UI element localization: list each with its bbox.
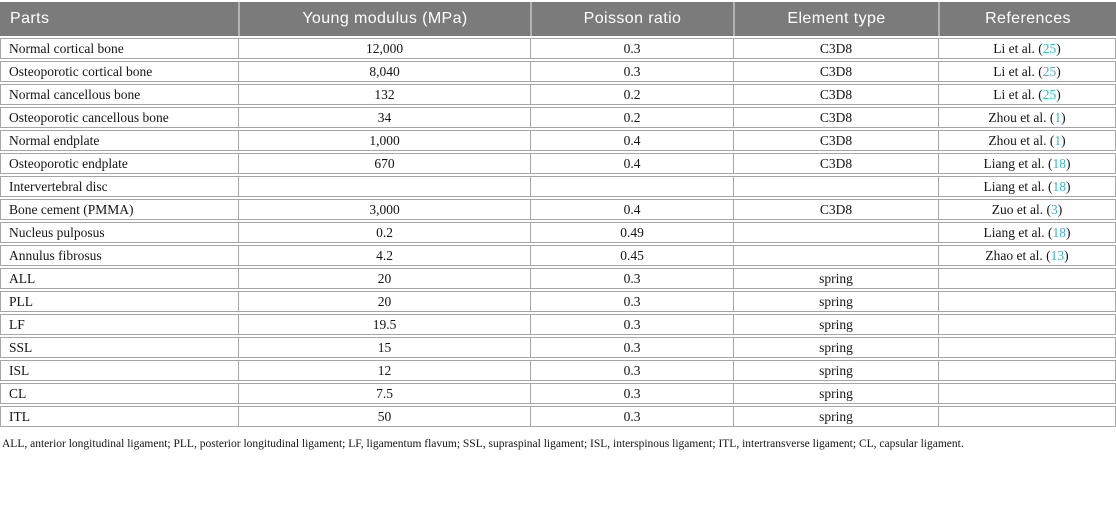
citation-link[interactable]: 13 — [1050, 247, 1065, 263]
column-header-poisson-ratio: Poisson ratio — [530, 2, 733, 36]
cell-poisson-ratio: 0.49 — [530, 222, 733, 243]
table-row — [0, 176, 1116, 197]
cell-poisson-ratio: 0.2 — [530, 84, 733, 105]
cell-young-modulus: 132 — [238, 84, 530, 105]
reference-close-paren: ) — [1056, 86, 1061, 102]
cell-element-type: spring — [733, 360, 938, 381]
cell-parts: Intervertebral disc — [0, 176, 238, 197]
cell-poisson-ratio: 0.3 — [530, 360, 733, 381]
citation-link[interactable]: 18 — [1052, 224, 1066, 240]
reference-close-paren: ) — [1056, 63, 1061, 79]
cell-element-type: spring — [733, 314, 938, 335]
table-row — [0, 84, 1116, 105]
cell-element-type: spring — [733, 383, 938, 404]
cell-young-modulus: 0.2 — [238, 222, 530, 243]
table-row — [0, 314, 1116, 335]
cell-young-modulus: 20 — [238, 268, 530, 289]
table-row — [0, 337, 1116, 358]
cell-references — [938, 245, 1116, 266]
cell-references — [938, 314, 1116, 335]
reference-author-text: Li et al. ( — [993, 86, 1043, 102]
reference-close-paren: ) — [1065, 178, 1071, 194]
cell-references — [938, 291, 1116, 312]
table-footnote: ALL, anterior longitudinal ligament; PLL, posterior longitudinal ligament; LF, ligamentum flavum; SSL, supraspinal ligament; ISL, interspinous ligament; ITL, intertransverse ligament; CL, capsular ligament. — [2, 438, 964, 450]
cell-parts: Normal cortical bone — [0, 38, 238, 59]
cell-parts: Osteoporotic cortical bone — [0, 61, 238, 82]
cell-poisson-ratio: 0.4 — [530, 199, 733, 220]
cell-parts: ISL — [0, 360, 238, 381]
reference-close-paren: ) — [1056, 40, 1061, 56]
citation-link[interactable]: 1 — [1054, 132, 1062, 148]
cell-parts: SSL — [0, 337, 238, 358]
column-header-young-modulus: Young modulus (MPa) — [238, 2, 530, 36]
cell-young-modulus: 20 — [238, 291, 530, 312]
citation-link[interactable]: 1 — [1054, 109, 1062, 125]
cell-references — [938, 268, 1116, 289]
cell-young-modulus: 12 — [238, 360, 530, 381]
cell-parts: CL — [0, 383, 238, 404]
cell-references — [938, 61, 1116, 82]
cell-poisson-ratio: 0.3 — [530, 291, 733, 312]
cell-poisson-ratio: 0.4 — [530, 153, 733, 174]
table-row — [0, 222, 1116, 243]
cell-element-type — [733, 176, 938, 197]
cell-parts: Normal endplate — [0, 130, 238, 151]
cell-parts: Normal cancellous bone — [0, 84, 238, 105]
cell-poisson-ratio: 0.3 — [530, 406, 733, 427]
reference-author-text: Zhou et al. ( — [988, 132, 1055, 148]
cell-element-type: C3D8 — [733, 38, 938, 59]
cell-element-type: C3D8 — [733, 61, 938, 82]
reference-author-text: Liang et al. ( — [983, 155, 1053, 171]
reference-close-paren: ) — [1057, 201, 1063, 217]
cell-poisson-ratio: 0.4 — [530, 130, 733, 151]
reference-author-text: Zhao et al. ( — [985, 247, 1051, 263]
cell-young-modulus: 1,000 — [238, 130, 530, 151]
cell-parts: Bone cement (PMMA) — [0, 199, 238, 220]
cell-parts: Osteoporotic cancellous bone — [0, 107, 238, 128]
cell-parts: Annulus fibrosus — [0, 245, 238, 266]
cell-element-type: C3D8 — [733, 153, 938, 174]
cell-element-type: C3D8 — [733, 84, 938, 105]
cell-references — [938, 337, 1116, 358]
cell-references — [938, 38, 1116, 59]
cell-references — [938, 107, 1116, 128]
column-header-references: References — [938, 2, 1116, 36]
cell-element-type: spring — [733, 291, 938, 312]
cell-references — [938, 176, 1116, 197]
citation-link[interactable]: 25 — [1042, 86, 1057, 102]
cell-element-type: spring — [733, 268, 938, 289]
citation-link[interactable]: 25 — [1042, 40, 1057, 56]
cell-young-modulus: 7.5 — [238, 383, 530, 404]
reference-author-text: Li et al. ( — [993, 40, 1043, 56]
cell-parts: ALL — [0, 268, 238, 289]
cell-references — [938, 383, 1116, 404]
citation-link[interactable]: 18 — [1052, 155, 1066, 171]
cell-element-type: spring — [733, 406, 938, 427]
reference-close-paren: ) — [1065, 224, 1071, 240]
table-row — [0, 130, 1116, 151]
reference-author-text: Zhou et al. ( — [988, 109, 1055, 125]
reference-close-paren: ) — [1064, 247, 1069, 263]
cell-parts: ITL — [0, 406, 238, 427]
cell-element-type: spring — [733, 337, 938, 358]
table-row — [0, 61, 1116, 82]
cell-references — [938, 153, 1116, 174]
table-row — [0, 360, 1116, 381]
cell-element-type: C3D8 — [733, 130, 938, 151]
citation-link[interactable]: 3 — [1050, 201, 1058, 217]
table-row — [0, 153, 1116, 174]
reference-author-text: Zuo et al. ( — [991, 201, 1051, 217]
cell-references — [938, 130, 1116, 151]
reference-author-text: Liang et al. ( — [983, 178, 1053, 194]
header-row — [0, 2, 1116, 36]
reference-author-text: Li et al. ( — [993, 63, 1043, 79]
cell-element-type — [733, 222, 938, 243]
citation-link[interactable]: 18 — [1052, 178, 1066, 194]
cell-parts: Osteoporotic endplate — [0, 153, 238, 174]
cell-parts: Nucleus pulposus — [0, 222, 238, 243]
table-row — [0, 291, 1116, 312]
reference-close-paren: ) — [1061, 109, 1066, 125]
cell-young-modulus — [238, 176, 530, 197]
cell-references — [938, 199, 1116, 220]
cell-references — [938, 84, 1116, 105]
column-header-element-type: Element type — [733, 2, 938, 36]
table-row — [0, 268, 1116, 289]
column-header-parts: Parts — [0, 2, 238, 36]
cell-parts: LF — [0, 314, 238, 335]
cell-poisson-ratio: 0.3 — [530, 383, 733, 404]
cell-young-modulus: 670 — [238, 153, 530, 174]
cell-young-modulus: 50 — [238, 406, 530, 427]
cell-young-modulus: 34 — [238, 107, 530, 128]
table-row — [0, 383, 1116, 404]
table-row — [0, 245, 1116, 266]
cell-references — [938, 360, 1116, 381]
cell-young-modulus: 15 — [238, 337, 530, 358]
cell-poisson-ratio: 0.3 — [530, 38, 733, 59]
citation-link[interactable]: 25 — [1042, 63, 1057, 79]
cell-young-modulus: 3,000 — [238, 199, 530, 220]
cell-poisson-ratio: 0.2 — [530, 107, 733, 128]
reference-author-text: Liang et al. ( — [983, 224, 1053, 240]
cell-poisson-ratio: 0.3 — [530, 268, 733, 289]
cell-young-modulus: 8,040 — [238, 61, 530, 82]
reference-close-paren: ) — [1065, 155, 1071, 171]
cell-element-type: C3D8 — [733, 107, 938, 128]
table-row — [0, 107, 1116, 128]
table-row — [0, 406, 1116, 427]
cell-young-modulus: 19.5 — [238, 314, 530, 335]
cell-young-modulus: 4.2 — [238, 245, 530, 266]
cell-poisson-ratio: 0.3 — [530, 314, 733, 335]
cell-poisson-ratio: 0.3 — [530, 337, 733, 358]
cell-young-modulus: 12,000 — [238, 38, 530, 59]
table-row — [0, 38, 1116, 59]
cell-references — [938, 406, 1116, 427]
cell-references — [938, 222, 1116, 243]
cell-poisson-ratio: 0.3 — [530, 61, 733, 82]
cell-poisson-ratio — [530, 176, 733, 197]
reference-close-paren: ) — [1061, 132, 1066, 148]
cell-element-type: C3D8 — [733, 199, 938, 220]
table-row — [0, 199, 1116, 220]
cell-poisson-ratio: 0.45 — [530, 245, 733, 266]
table-body — [0, 38, 1116, 427]
cell-parts: PLL — [0, 291, 238, 312]
cell-element-type — [733, 245, 938, 266]
